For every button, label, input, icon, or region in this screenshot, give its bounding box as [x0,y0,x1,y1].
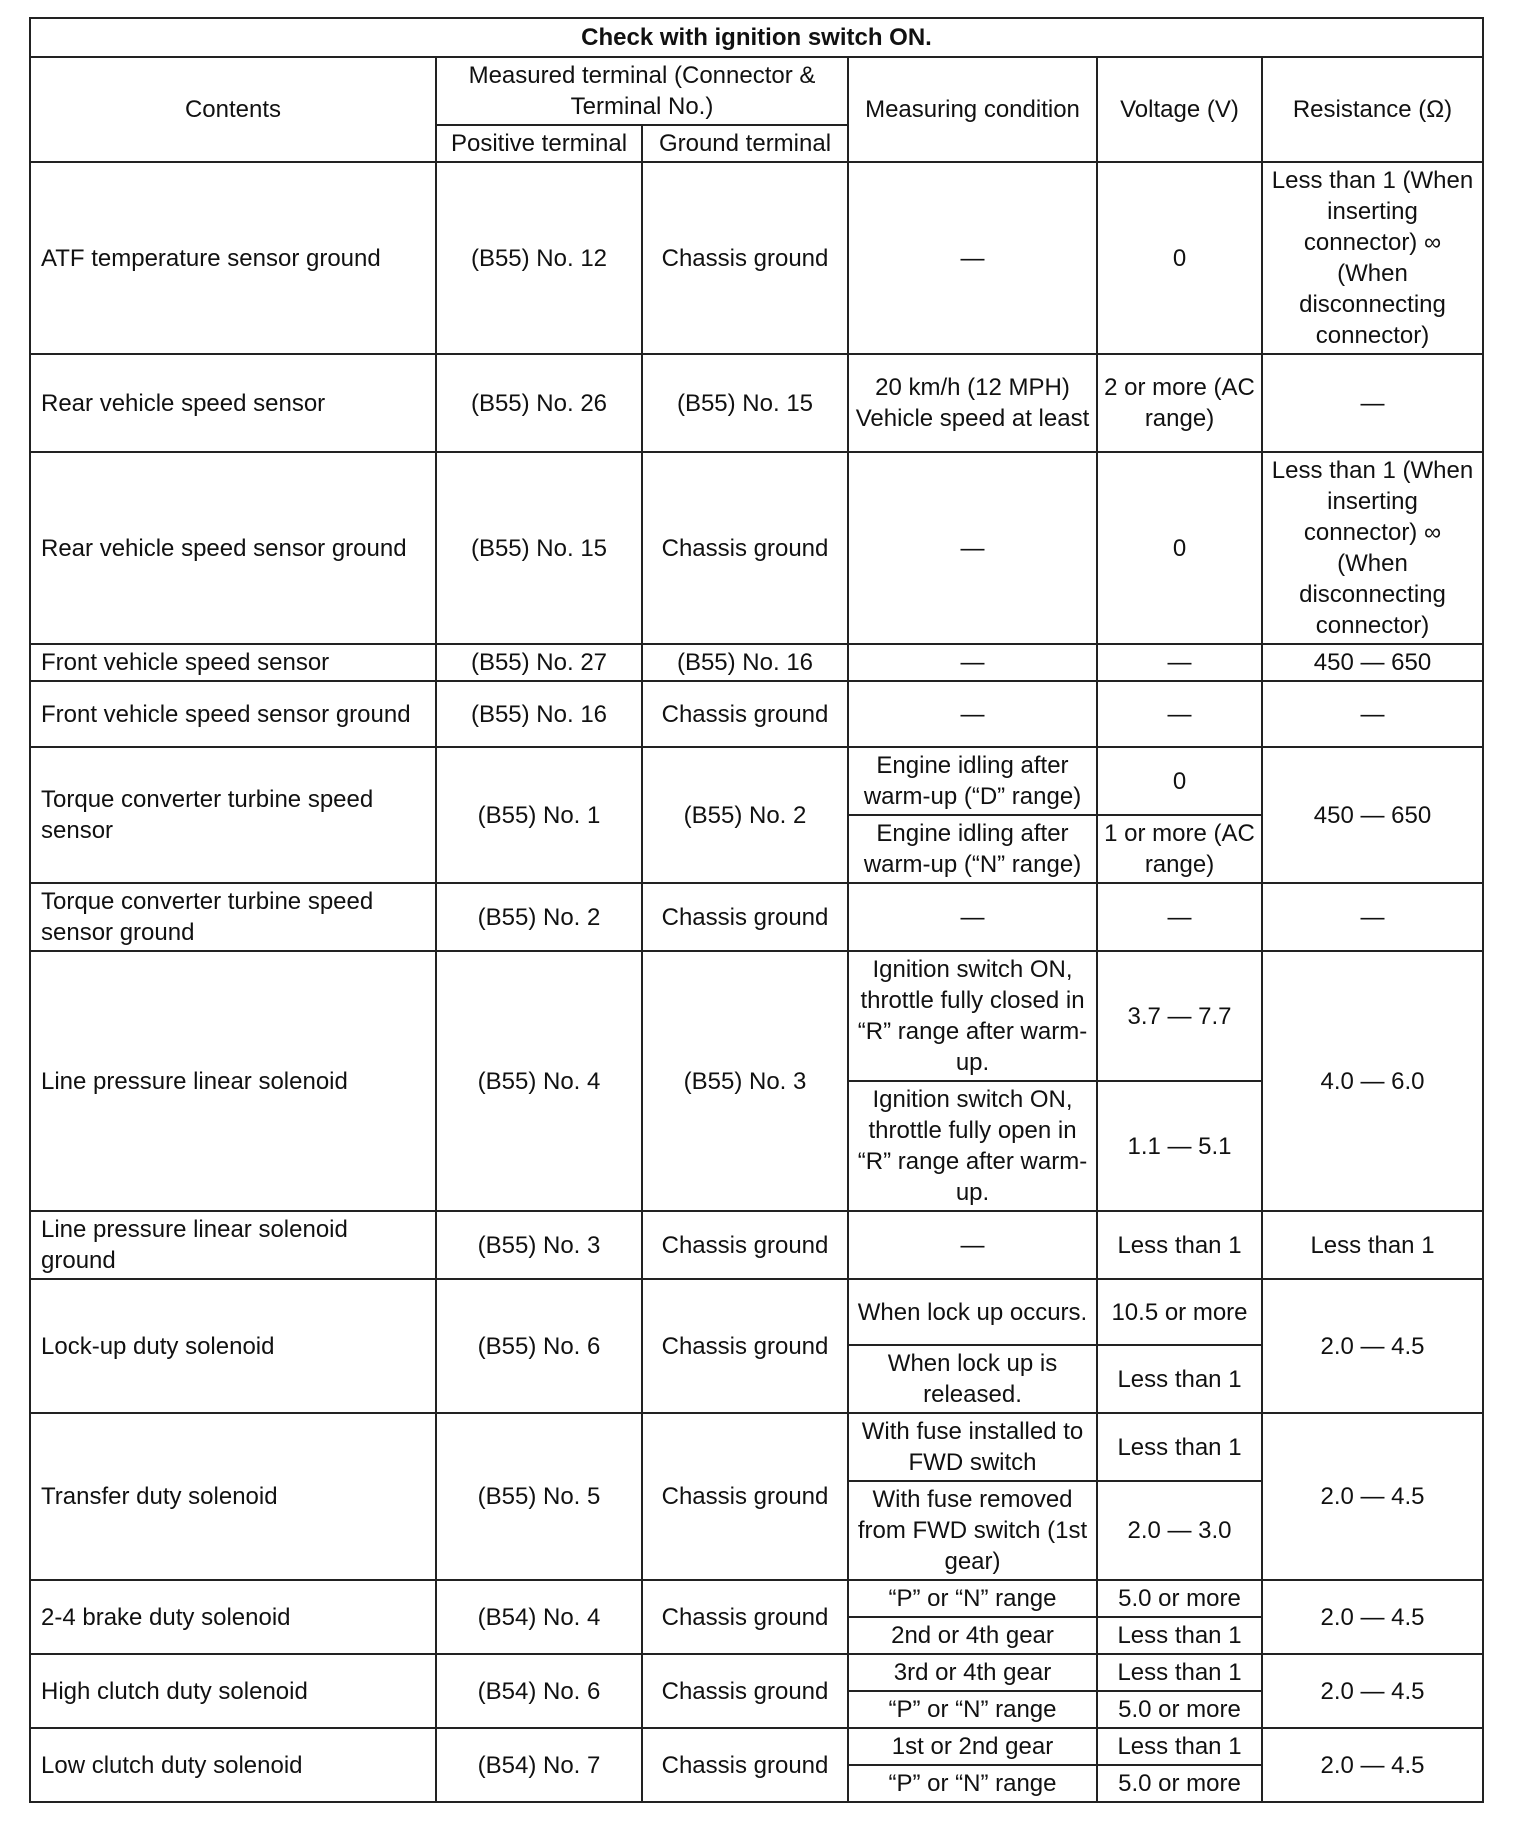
measuring-condition-cell: Engine idling after warm-up (“D” range) [848,747,1097,815]
resistance-cell: 2.0 — 4.5 [1262,1654,1483,1728]
measuring-condition-cell: With fuse removed from FWD switch (1st gear) [848,1481,1097,1580]
header-positive-terminal: Positive terminal [436,125,642,162]
voltage-cell: Less than 1 [1097,1413,1262,1481]
voltage-cell: — [1097,681,1262,747]
resistance-cell: — [1262,354,1483,452]
measuring-condition-cell: — [848,681,1097,747]
voltage-cell: 0 [1097,452,1262,644]
positive-terminal-cell: (B55) No. 3 [436,1211,642,1279]
resistance-cell: — [1262,681,1483,747]
voltage-cell: 5.0 or more [1097,1765,1262,1802]
resistance-cell: 450 — 650 [1262,644,1483,681]
measuring-condition-cell: “P” or “N” range [848,1691,1097,1728]
resistance-cell: Less than 1 (When inserting connector) ∞ (When disconnecting connector) [1262,452,1483,644]
contents-cell: ATF temperature sensor ground [30,162,436,354]
table-row [30,681,1483,747]
measuring-condition-cell: “P” or “N” range [848,1765,1097,1802]
terminal-check-table [29,17,1484,1803]
measuring-condition-cell: 2nd or 4th gear [848,1617,1097,1654]
voltage-cell: 10.5 or more [1097,1279,1262,1345]
table-row [30,1728,1483,1765]
ground-terminal-cell: Chassis ground [642,1279,848,1413]
table-body [30,162,1483,1802]
ground-terminal-cell: Chassis ground [642,162,848,354]
ground-terminal-cell: Chassis ground [642,1580,848,1654]
resistance-cell: 2.0 — 4.5 [1262,1413,1483,1580]
measuring-condition-cell: — [848,452,1097,644]
voltage-cell: 0 [1097,747,1262,815]
table-row [30,354,1483,452]
ground-terminal-cell: Chassis ground [642,1413,848,1580]
positive-terminal-cell: (B55) No. 16 [436,681,642,747]
resistance-cell: 450 — 650 [1262,747,1483,883]
positive-terminal-cell: (B55) No. 4 [436,951,642,1211]
positive-terminal-cell: (B54) No. 7 [436,1728,642,1802]
table-row [30,162,1483,354]
ground-terminal-cell: (B55) No. 15 [642,354,848,452]
voltage-cell: — [1097,644,1262,681]
resistance-cell: 4.0 — 6.0 [1262,951,1483,1211]
ground-terminal-cell: (B55) No. 3 [642,951,848,1211]
voltage-cell: 2 or more (AC range) [1097,354,1262,452]
positive-terminal-cell: (B55) No. 12 [436,162,642,354]
contents-cell: Low clutch duty solenoid [30,1728,436,1802]
voltage-cell: Less than 1 [1097,1345,1262,1413]
voltage-cell: 1 or more (AC range) [1097,815,1262,883]
voltage-cell: Less than 1 [1097,1654,1262,1691]
ground-terminal-cell: (B55) No. 16 [642,644,848,681]
contents-cell: Torque converter turbine speed sensor [30,747,436,883]
voltage-cell: Less than 1 [1097,1728,1262,1765]
contents-cell: High clutch duty solenoid [30,1654,436,1728]
ground-terminal-cell: (B55) No. 2 [642,747,848,883]
resistance-cell: Less than 1 (When inserting connector) ∞ (When disconnecting connector) [1262,162,1483,354]
resistance-cell: — [1262,883,1483,951]
ground-terminal-cell: Chassis ground [642,452,848,644]
ground-terminal-cell: Chassis ground [642,681,848,747]
contents-cell: Front vehicle speed sensor [30,644,436,681]
measuring-condition-cell: Ignition switch ON, throttle fully closed in “R” range after warm-up. [848,951,1097,1081]
measuring-condition-cell: — [848,644,1097,681]
ground-terminal-cell: Chassis ground [642,1211,848,1279]
voltage-cell: 2.0 — 3.0 [1097,1481,1262,1580]
positive-terminal-cell: (B54) No. 6 [436,1654,642,1728]
table-row [30,883,1483,951]
header-resistance: Resistance (Ω) [1262,57,1483,162]
contents-cell: Line pressure linear solenoid ground [30,1211,436,1279]
header-ground-terminal: Ground terminal [642,125,848,162]
voltage-cell: 5.0 or more [1097,1580,1262,1617]
resistance-cell: 2.0 — 4.5 [1262,1580,1483,1654]
measuring-condition-cell: Ignition switch ON, throttle fully open in “R” range after warm-up. [848,1081,1097,1211]
measuring-condition-cell: — [848,1211,1097,1279]
positive-terminal-cell: (B55) No. 1 [436,747,642,883]
positive-terminal-cell: (B55) No. 2 [436,883,642,951]
measuring-condition-cell: “P” or “N” range [848,1580,1097,1617]
measuring-condition-cell: When lock up is released. [848,1345,1097,1413]
measuring-condition-cell: — [848,162,1097,354]
contents-cell: 2-4 brake duty solenoid [30,1580,436,1654]
positive-terminal-cell: (B55) No. 26 [436,354,642,452]
measuring-condition-cell: Engine idling after warm-up (“N” range) [848,815,1097,883]
resistance-cell: Less than 1 [1262,1211,1483,1279]
table-row [30,1211,1483,1279]
table-row [30,452,1483,644]
header-measuring-condition: Measuring condition [848,57,1097,162]
measuring-condition-cell: When lock up occurs. [848,1279,1097,1345]
table-title: Check with ignition switch ON. [30,18,1483,57]
title-row [30,18,1483,57]
voltage-cell: 1.1 — 5.1 [1097,1081,1262,1211]
positive-terminal-cell: (B55) No. 27 [436,644,642,681]
voltage-cell: Less than 1 [1097,1211,1262,1279]
measuring-condition-cell: — [848,883,1097,951]
table-row [30,1413,1483,1481]
table-row [30,951,1483,1081]
contents-cell: Line pressure linear solenoid [30,951,436,1211]
voltage-cell: Less than 1 [1097,1617,1262,1654]
header-row-1 [30,57,1483,125]
voltage-cell: 3.7 — 7.7 [1097,951,1262,1081]
contents-cell: Front vehicle speed sensor ground [30,681,436,747]
positive-terminal-cell: (B55) No. 6 [436,1279,642,1413]
voltage-cell: 0 [1097,162,1262,354]
contents-cell: Rear vehicle speed sensor [30,354,436,452]
contents-cell: Lock-up duty solenoid [30,1279,436,1413]
ground-terminal-cell: Chassis ground [642,883,848,951]
measuring-condition-cell: 1st or 2nd gear [848,1728,1097,1765]
table-row [30,747,1483,815]
table-row [30,644,1483,681]
positive-terminal-cell: (B55) No. 5 [436,1413,642,1580]
header-voltage: Voltage (V) [1097,57,1262,162]
positive-terminal-cell: (B54) No. 4 [436,1580,642,1654]
measuring-condition-cell: 3rd or 4th gear [848,1654,1097,1691]
ground-terminal-cell: Chassis ground [642,1728,848,1802]
voltage-cell: 5.0 or more [1097,1691,1262,1728]
contents-cell: Transfer duty solenoid [30,1413,436,1580]
ground-terminal-cell: Chassis ground [642,1654,848,1728]
resistance-cell: 2.0 — 4.5 [1262,1728,1483,1802]
table-row [30,1654,1483,1691]
header-contents: Contents [30,57,436,162]
header-measured-terminal: Measured terminal (Connector & Terminal No.) [436,57,848,125]
contents-cell: Rear vehicle speed sensor ground [30,452,436,644]
table-row [30,1279,1483,1345]
contents-cell: Torque converter turbine speed sensor ground [30,883,436,951]
voltage-cell: — [1097,883,1262,951]
measuring-condition-cell: 20 km/h (12 MPH) Vehicle speed at least [848,354,1097,452]
resistance-cell: 2.0 — 4.5 [1262,1279,1483,1413]
positive-terminal-cell: (B55) No. 15 [436,452,642,644]
table-row [30,1580,1483,1617]
measuring-condition-cell: With fuse installed to FWD switch [848,1413,1097,1481]
